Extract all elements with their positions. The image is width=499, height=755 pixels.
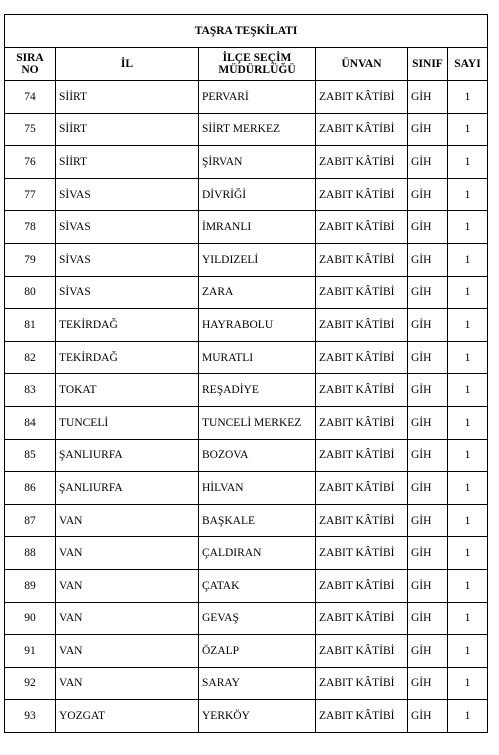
cell-ilce: ÇALDIRAN <box>199 537 316 570</box>
cell-ilce: REŞADİYE <box>199 374 316 407</box>
cell-ilce: HİLVAN <box>199 472 316 505</box>
table-row <box>5 667 488 700</box>
cell-sinif: GİH <box>408 439 448 472</box>
cell-sinif: GİH <box>408 309 448 342</box>
cell-unvan: ZABIT KÂTİBİ <box>316 667 408 700</box>
cell-sayi: 1 <box>448 602 488 635</box>
table-row <box>5 374 488 407</box>
cell-sinif: GİH <box>408 472 448 505</box>
cell-il: VAN <box>56 504 199 537</box>
cell-unvan: ZABIT KÂTİBİ <box>316 211 408 244</box>
header-sira-no <box>5 48 56 81</box>
cell-il: YOZGAT <box>56 700 199 733</box>
header-sayi: SAYI <box>448 48 488 81</box>
table-row <box>5 178 488 211</box>
cell-ilce: BAŞKALE <box>199 504 316 537</box>
cell-sinif: GİH <box>408 602 448 635</box>
cell-il: SİVAS <box>56 211 199 244</box>
cell-sayi: 1 <box>448 569 488 602</box>
cell-ilce: HAYRABOLU <box>199 309 316 342</box>
cell-sira-no: 90 <box>5 602 56 635</box>
cell-il: SİİRT <box>56 113 199 146</box>
cell-il: ŞANLIURFA <box>56 439 199 472</box>
table-row <box>5 81 488 114</box>
table-row <box>5 439 488 472</box>
cell-sira-no: 78 <box>5 211 56 244</box>
cell-sira-no: 79 <box>5 243 56 276</box>
cell-unvan: ZABIT KÂTİBİ <box>316 602 408 635</box>
header-sira-line1: SIRA <box>16 52 44 64</box>
cell-ilce: PERVARİ <box>199 81 316 114</box>
cell-ilce: SARAY <box>199 667 316 700</box>
cell-ilce: ÖZALP <box>199 635 316 668</box>
cell-unvan: ZABIT KÂTİBİ <box>316 309 408 342</box>
cell-sinif: GİH <box>408 569 448 602</box>
cell-ilce: TUNCELİ MERKEZ <box>199 406 316 439</box>
cell-sayi: 1 <box>448 276 488 309</box>
table-row <box>5 243 488 276</box>
cell-sinif: GİH <box>408 504 448 537</box>
table-row <box>5 309 488 342</box>
table-row <box>5 602 488 635</box>
cell-il: TUNCELİ <box>56 406 199 439</box>
cell-sira-no: 89 <box>5 569 56 602</box>
cell-unvan: ZABIT KÂTİBİ <box>316 146 408 179</box>
cell-sayi: 1 <box>448 341 488 374</box>
cell-sinif: GİH <box>408 81 448 114</box>
cell-ilce: YILDIZELİ <box>199 243 316 276</box>
cell-sinif: GİH <box>408 537 448 570</box>
cell-sayi: 1 <box>448 537 488 570</box>
cell-sayi: 1 <box>448 146 488 179</box>
cell-il: VAN <box>56 667 199 700</box>
cell-sayi: 1 <box>448 700 488 733</box>
cell-sira-no: 86 <box>5 472 56 505</box>
staff-table <box>4 14 488 733</box>
cell-sayi: 1 <box>448 439 488 472</box>
cell-sira-no: 74 <box>5 81 56 114</box>
cell-unvan: ZABIT KÂTİBİ <box>316 113 408 146</box>
cell-unvan: ZABIT KÂTİBİ <box>316 635 408 668</box>
cell-sira-no: 75 <box>5 113 56 146</box>
cell-il: SİİRT <box>56 146 199 179</box>
cell-sinif: GİH <box>408 406 448 439</box>
table-row <box>5 472 488 505</box>
cell-ilce: SİİRT MERKEZ <box>199 113 316 146</box>
header-ilce <box>199 48 316 81</box>
cell-il: VAN <box>56 537 199 570</box>
cell-unvan: ZABIT KÂTİBİ <box>316 472 408 505</box>
cell-unvan: ZABIT KÂTİBİ <box>316 406 408 439</box>
cell-il: SİİRT <box>56 81 199 114</box>
cell-sayi: 1 <box>448 113 488 146</box>
cell-sayi: 1 <box>448 504 488 537</box>
table-row <box>5 276 488 309</box>
cell-sinif: GİH <box>408 211 448 244</box>
table-row <box>5 211 488 244</box>
cell-sinif: GİH <box>408 667 448 700</box>
table-row <box>5 700 488 733</box>
cell-ilce: GEVAŞ <box>199 602 316 635</box>
cell-sinif: GİH <box>408 146 448 179</box>
cell-sira-no: 83 <box>5 374 56 407</box>
cell-ilce: ŞİRVAN <box>199 146 316 179</box>
cell-il: SİVAS <box>56 243 199 276</box>
cell-unvan: ZABIT KÂTİBİ <box>316 537 408 570</box>
table-row <box>5 146 488 179</box>
table-row <box>5 341 488 374</box>
cell-unvan: ZABIT KÂTİBİ <box>316 700 408 733</box>
cell-ilce: ZARA <box>199 276 316 309</box>
cell-ilce: BOZOVA <box>199 439 316 472</box>
cell-sira-no: 87 <box>5 504 56 537</box>
cell-il: VAN <box>56 569 199 602</box>
cell-sira-no: 93 <box>5 700 56 733</box>
header-sinif: SINIF <box>408 48 448 81</box>
cell-ilce: DİVRİĞİ <box>199 178 316 211</box>
cell-sinif: GİH <box>408 700 448 733</box>
cell-sinif: GİH <box>408 374 448 407</box>
cell-sinif: GİH <box>408 635 448 668</box>
cell-unvan: ZABIT KÂTİBİ <box>316 341 408 374</box>
cell-sinif: GİH <box>408 276 448 309</box>
cell-sayi: 1 <box>448 81 488 114</box>
cell-sira-no: 80 <box>5 276 56 309</box>
cell-unvan: ZABIT KÂTİBİ <box>316 569 408 602</box>
cell-sinif: GİH <box>408 178 448 211</box>
cell-sira-no: 82 <box>5 341 56 374</box>
cell-unvan: ZABIT KÂTİBİ <box>316 374 408 407</box>
header-ilce-line2: MÜDÜRLÜĞÜ <box>218 64 296 76</box>
cell-sayi: 1 <box>448 472 488 505</box>
header-il: İL <box>56 48 199 81</box>
cell-sira-no: 91 <box>5 635 56 668</box>
table-row <box>5 504 488 537</box>
cell-il: TEKİRDAĞ <box>56 341 199 374</box>
cell-ilce: ÇATAK <box>199 569 316 602</box>
table-title: TAŞRA TEŞKİLATI <box>5 15 488 48</box>
cell-unvan: ZABIT KÂTİBİ <box>316 81 408 114</box>
cell-unvan: ZABIT KÂTİBİ <box>316 504 408 537</box>
table-title-row <box>5 15 488 48</box>
cell-il: VAN <box>56 602 199 635</box>
cell-sira-no: 76 <box>5 146 56 179</box>
cell-sayi: 1 <box>448 635 488 668</box>
cell-sinif: GİH <box>408 113 448 146</box>
cell-sayi: 1 <box>448 374 488 407</box>
header-ilce-line1: İLÇE SEÇİM <box>222 52 292 64</box>
table-row <box>5 406 488 439</box>
cell-unvan: ZABIT KÂTİBİ <box>316 243 408 276</box>
cell-sira-no: 92 <box>5 667 56 700</box>
cell-il: TEKİRDAĞ <box>56 309 199 342</box>
table-row <box>5 537 488 570</box>
cell-il: TOKAT <box>56 374 199 407</box>
cell-sira-no: 81 <box>5 309 56 342</box>
cell-unvan: ZABIT KÂTİBİ <box>316 178 408 211</box>
table-row <box>5 113 488 146</box>
cell-il: VAN <box>56 635 199 668</box>
cell-unvan: ZABIT KÂTİBİ <box>316 276 408 309</box>
header-unvan: ÜNVAN <box>316 48 408 81</box>
cell-il: SİVAS <box>56 276 199 309</box>
cell-sayi: 1 <box>448 406 488 439</box>
cell-il: SİVAS <box>56 178 199 211</box>
cell-sira-no: 84 <box>5 406 56 439</box>
header-sira-line2: NO <box>21 64 39 76</box>
cell-ilce: İMRANLI <box>199 211 316 244</box>
cell-sayi: 1 <box>448 178 488 211</box>
cell-sayi: 1 <box>448 309 488 342</box>
cell-unvan: ZABIT KÂTİBİ <box>316 439 408 472</box>
table-row <box>5 569 488 602</box>
cell-sayi: 1 <box>448 667 488 700</box>
cell-sayi: 1 <box>448 243 488 276</box>
cell-sinif: GİH <box>408 243 448 276</box>
cell-sira-no: 85 <box>5 439 56 472</box>
cell-ilce: YERKÖY <box>199 700 316 733</box>
table-header-row <box>5 48 488 81</box>
cell-sira-no: 77 <box>5 178 56 211</box>
cell-ilce: MURATLI <box>199 341 316 374</box>
table-row <box>5 635 488 668</box>
cell-il: ŞANLIURFA <box>56 472 199 505</box>
table-body <box>5 81 488 733</box>
cell-sinif: GİH <box>408 341 448 374</box>
cell-sira-no: 88 <box>5 537 56 570</box>
cell-sayi: 1 <box>448 211 488 244</box>
